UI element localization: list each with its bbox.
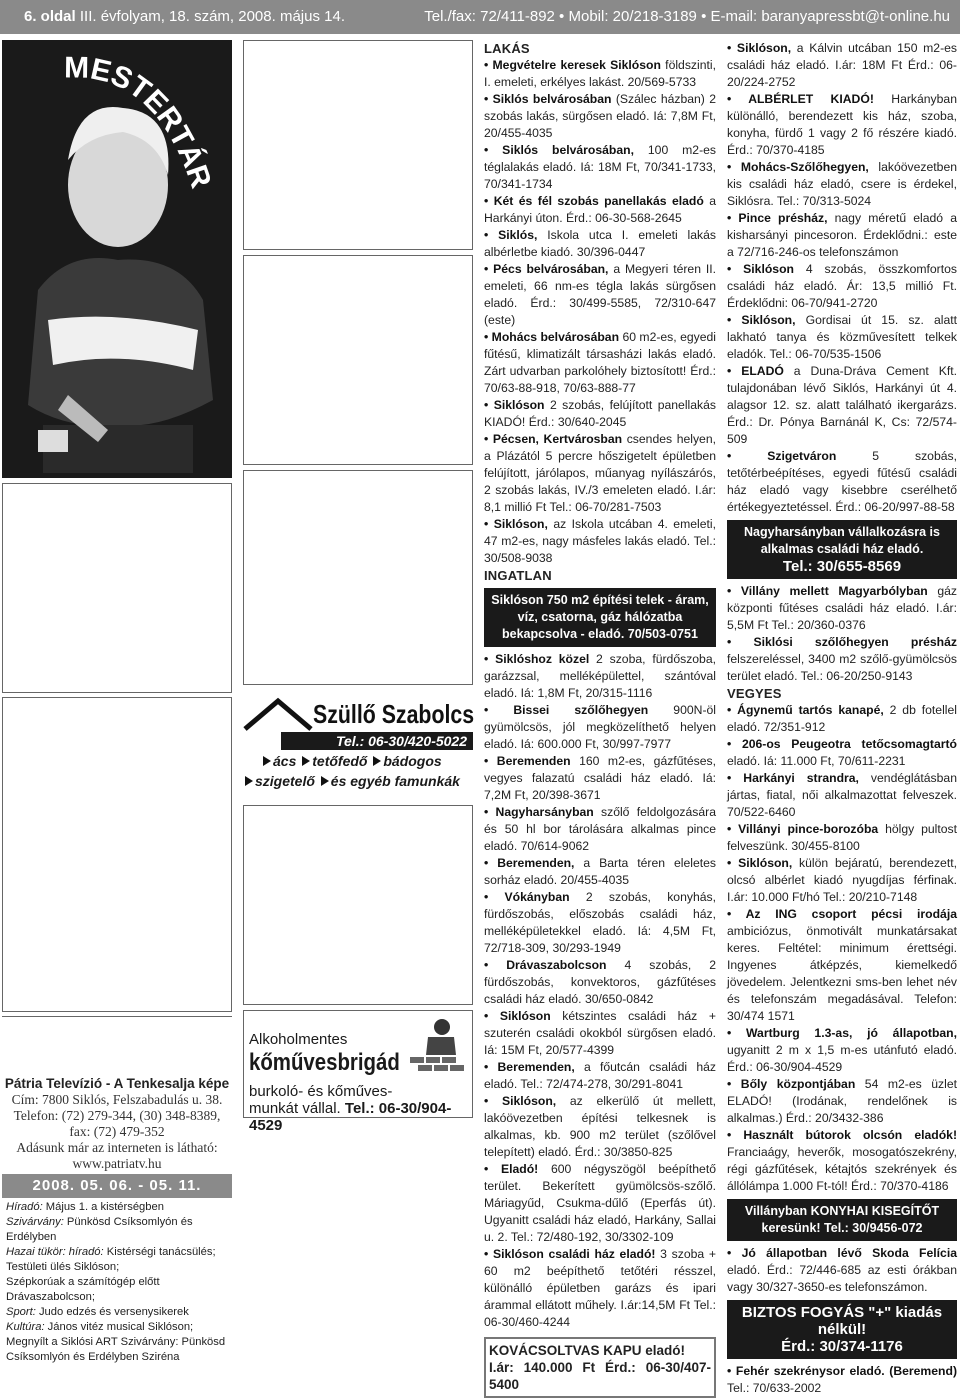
schedule-line: Sport: Judo edzés és versenysikerek: [6, 1306, 189, 1318]
trades-line-2: szigetelő és egyéb famunkák: [243, 773, 460, 789]
classified-ad: • Mohács belvárosában 60 m2-es, egyedi fűtésű, klimatizált társasházi lakás eladó. Zárt udvarban parkolóhely biztosított! Érd.: 70/63-88-918, 70/63-888-77: [484, 330, 716, 395]
classified-ad: • ELADÓ a Duna-Dráva Cement Kft. tulajdonában lévő Siklós, Harkányi út 4. alagsor 12. sz. alatt található ikergarázs. Érd.: Dr. Pónya Barnánál K, Cs: 72/574-509: [727, 364, 957, 446]
ads-list-ingatlan: [484, 651, 716, 1331]
patria-phone: Telefon: (72) 279-344, (30) 348-8389,: [13, 1108, 221, 1123]
classified-ad: • Bőly központjában 54 m2-es üzlet ELADÓ! (Irodának, rendelőnek is alkalmas.) Érd.: 20/3432-386: [727, 1077, 957, 1125]
advertiser-name: Szüllő Szabolcs: [313, 699, 475, 729]
szullo-szabolcs-ad: [243, 695, 473, 795]
classified-ad: • Siklóson 2 szobás, felújított panellakás KIADÓ! Érd.: 30/640-2045: [484, 398, 716, 429]
classified-ad: • Eladó! 600 négyszögöl beépíthető terület. Bekerített gyümölcsös-szőlő. Máriagyűd, Csukma-dűlő (Eperfás út). Ugyanitt családi ház eladó, Harkány, Sallai u. 2. Tel.: 72/480-192, 30/3302-109: [484, 1162, 716, 1244]
column-classifieds-2: [727, 40, 957, 1397]
classified-ad: • Nagyharsányban szőlő feldolgozására és 50 hl bor tárolására alkalmas pince eladó. 70/614-9062: [484, 805, 716, 853]
classified-ad: • Siklós, Iskola utca I. emeleti lakás albérletbe kiadó. 30/396-0447: [484, 228, 716, 259]
column-mestertar: [2, 40, 232, 1363]
classified-ad: • Jó állapotban lévő Skoda Felícia eladó. Érd.: 72/446-685 az esti órákban vagy 30/327-3650-es telefonszámon.: [727, 1246, 957, 1294]
classified-ad: • Siklóson kétszintes családi ház + szuterén családi okokból sürgősen eladó. Iá: 15M Ft, 20/577-4399: [484, 1009, 716, 1057]
classified-ad: • Siklóson, az Iskola utcában 4. emeleti, 47 m2-es, nagy másfeles lakás eladó. Tel.: 30/508-9038: [484, 517, 716, 565]
svg-text:MESTERTÁR: MESTERTÁR: [63, 51, 218, 193]
patria-address: Cím: 7800 Siklós, Felszabadulás u. 38.: [11, 1092, 223, 1107]
classified-ad: • Az ING csoport pécsi irodája ambiciózus, önmotivált munkatársakat keres. Feltétel: minimum érettségi. Ingyenes átképzés, kiemelkedő jövedelem. Jelentkezni sms-ben lehet név és telefonszám megadásával. Telefon: 30/474 1571: [727, 907, 957, 1023]
issue-info: III. évfolyam, 18. szám, 2008. május 14.: [79, 8, 345, 25]
trades-line-1: ács tetőfedő bádogos: [261, 753, 442, 769]
classified-ad: • Villányi pince-borozóba hölgy pultost felveszünk. 30/455-8100: [727, 822, 957, 853]
classified-ad: • Siklós belvárosában (Szálec házban) 2 szobás lakás, sürgősen eladó. Iá: 7,8M Ft, 20/455-4035: [484, 92, 716, 140]
page-info: [24, 8, 345, 25]
classified-ad: • Vókányban 2 szobás, konyhás, fürdőszobás, előszobás családi ház, melléképületekkel eladó. Iá: 4,5M Ft, 72/718-309, 30/293-1949: [484, 890, 716, 955]
schedule-line: Testületi ülés Siklóson;: [6, 1261, 120, 1273]
patria-internet-note: Adásunk már az interneten is látható:: [16, 1140, 218, 1155]
classified-ad: • Fehér szekrénysor eladó. (Beremend) Tel.: 70/633-2002: [727, 1364, 957, 1395]
classified-ad: • Wartburg 1.3-as, jó állapotban, ugyanitt 2 m x 1,5 m-es utánfutó eladó. Érd.: 06-30/904-4529: [727, 1026, 957, 1074]
boxed-ad-fogyas: BIZTOS FOGYÁS "+" kiadás nélkül! Érd.: 30/374-1176: [727, 1300, 957, 1359]
kom-line-3: burkoló- és kőműves- munkát vállal. Tel.: 06-30/904-4529: [249, 1083, 452, 1134]
schedule-line: Kultúra: János vitéz musical Siklóson;: [6, 1321, 194, 1333]
patria-website[interactable]: www.patriatv.hu: [72, 1156, 162, 1171]
schedule-line: Szépkorúak a számítógép előtt Drávaszabolcson;: [6, 1276, 160, 1303]
classified-ad: • ALBÉRLET KIADÓ! Harkányban különálló, berendezett kis ház, szoba, konyha, fürdő 1 vagy 2 fő részére kiadó. Érd.: 70/370-4185: [727, 92, 957, 157]
boxed-ad-konyhai: Villányban KONYHAI KISEGÍTŐT keresünk! Tel.: 30/9456-072: [727, 1199, 957, 1241]
page-number: 6. oldal: [24, 8, 76, 25]
classified-ad: • Használt bútorok olcsón eladók! Franciaágy, heverők, mosogatószekrény, régi gázfűtések, kétajtós szekrények és állólámpa 1.000 Ft-tól! Érd.: 70/370-4186: [727, 1128, 957, 1193]
classified-ad: • Drávaszabolcson 4 szobás, 2 fürdőszobás, konvektoros, gázfűtéses családi ház eladó. 30/650-0842: [484, 958, 716, 1006]
patria-fax: fax: (72) 479-352: [69, 1124, 165, 1139]
ad-placeholder-5: [243, 470, 473, 685]
ad-placeholder-6: [243, 805, 473, 1005]
boxed-ad-nagyharsany: Nagyharsányban vállalkozásra is alkalmas családi ház eladó. Tel.: 30/655-8569: [727, 520, 957, 579]
kom-line-2: kőművesbrigád: [249, 1049, 400, 1076]
broadcast-dates: 2008. 05. 06. - 05. 11.: [2, 1174, 232, 1198]
classified-ad: • Pécsen, Kertvárosban csendes helyen, a Plázától 5 percre hőszigetelt épületben felújított, járólapos, műanyag nyílászárós, 2 szobás lakás, IV./3 emeleten eladó. I.ár: 8,1 millió Ft Tel.: 06-70/281-7503: [484, 432, 716, 514]
classified-ad: • Siklós belvárosában, 100 m2-es téglalakás eladó. Iá: 18M Ft, 70/341-1733, 70/341-1734: [484, 143, 716, 191]
komuvesbrigad-ad: [243, 1010, 473, 1134]
ads-list-vegyes-3: [727, 1363, 957, 1397]
boxed-ad-kovacsoltvas: KOVÁCSOLTVAS KAPU eladó! I.ár: 140.000 Ft Érd.: 06-30/407-5400: [484, 1337, 716, 1398]
column-classifieds-1: [484, 40, 716, 1398]
classified-ad: • Siklóson, Gordisai út 15. sz. alatt lakható tanya és közművesített telkek eladók. Tel.: 06-70/535-1506: [727, 313, 957, 361]
ad-placeholder-3: [243, 40, 473, 250]
schedule-line: Csíksomlyón és Erdélyben Sziréna: [6, 1351, 180, 1363]
schedule-line: Hazai tükör: híradó: Kistérségi tanácsülés;: [6, 1246, 216, 1258]
program-schedule: [6, 1200, 232, 1365]
schedule-line: Megnyílt a Siklósi ART Szivárvány: Pünkösd: [6, 1336, 226, 1348]
section-heading-lakas: LAKÁS: [484, 41, 530, 56]
mestertar-banner: [2, 40, 232, 478]
classified-ad: • Siklóson családi ház eladó! 3 szoba + 60 m2 beépíthető tetőtéri résszel, különálló épületben garázs és ipari árammal ellátott műhely. I.ár:14,5M Ft Tel.: 06-30/460-4244: [484, 1247, 717, 1329]
classified-ad: • Pince présház, nagy méretű eladó a kisharsányi pincesoron. Érdeklődni.: este a 72/716-246-os telefonszámon: [727, 211, 957, 259]
header-bar: [0, 0, 960, 34]
classified-ad: • Siklósi szőlőhegyen présház felszereléssel, 3400 m2 szőlő-gyümölcsös terület eladó. Tel.: 06-20/250-9143: [727, 635, 957, 683]
classified-ad: • Beremenden 160 m2-es, gázfűtéses, vegyes falazatú családi ház eladó. Iá: 7,2M Ft, 20/398-3671: [484, 754, 716, 802]
classified-ad: • Beremenden, a Barta téren eleletes sorház eladó. 20/455-4035: [484, 856, 716, 887]
advertiser-phone: Tel.: 06-30/420-5022: [281, 732, 473, 750]
classified-ad: • Villány mellett Magyarbólyban gáz központi fűtéses családi ház eladó. I.ár: 5,5M Ft Tel.: 20/360-0376: [727, 584, 957, 632]
classified-ad: • Szigetváron 5 szobás, tetőtérbeépítéses, egyedi fűtésű családi ház eladó vagy kisebbre cserélhető értékegyeztetéssel. Érd.: 06-20/997-88-58: [727, 449, 957, 514]
ad-placeholder-1: [2, 483, 232, 693]
schedule-line: Híradó: Május 1. a kistérségben: [6, 1201, 164, 1213]
classified-ad: • Siklóson, külön bejáratú, berendezett, olcsó albérlet kiadó nyugdíjas férfinak. I.ár: 10.000 Ft/hó Tel.: 20/210-7148: [727, 856, 957, 904]
ads-list-ingatlan-3: [727, 583, 957, 685]
classified-ad: • Siklóshoz közel 2 szoba, fürdőszoba, garázzsal, melléképülettel, szántóval eladó. Iá: 1,8M Ft, 20/315-1116: [484, 652, 717, 700]
schedule-line: Szivárvány: Pünkösd Csíksomlyón és Erdélyben: [6, 1216, 193, 1243]
classified-ad: • Beremenden, a főutcán családi ház eladó. Tel.: 72/474-278, 30/291-8041: [484, 1060, 716, 1091]
ads-list-vegyes-2: [727, 1245, 957, 1296]
section-heading-ingatlan: INGATLAN: [484, 568, 552, 583]
classified-ad: • Pécs belvárosában, a Megyeri téren II. emeleti, 66 nm-es tégla lakás sürgősen eladó. Érd.: 30/499-5585, 72/310-647 (este): [484, 262, 717, 327]
classified-ad: • Megvételre keresek Siklóson földszinti, I. emeleti, erkélyes lakást. 20/569-5733: [484, 58, 716, 89]
ads-list-vegyes: [727, 702, 957, 1195]
roof-icon: [243, 695, 313, 731]
classified-ad: • Siklóson, az elkerülő út mellett, lakóövezetben építési telkesnek is alkalmas, kb. 900 m2 terület (szőlővel telepített) eladó. Érd.: 30/3850-825: [484, 1094, 716, 1159]
section-heading-vegyes: VEGYES: [727, 686, 782, 701]
contact-info: Tel./fax: 72/411-892 • Mobil: 20/218-3189 • E-mail: baranyapressbt@t-online.hu: [424, 8, 950, 25]
column-display-ads: [243, 40, 473, 1340]
classified-ad: • 206-os Peugeotra tetőcsomagtartó eladó. Iá: 11.000 Ft, 70/611-2231: [727, 737, 957, 768]
divider: [2, 1016, 232, 1018]
classified-ad: • Ágynemű tartós kanapé, 2 db fotellel eladó. 72/351-912: [727, 703, 957, 734]
patria-title: Pátria Televízió - A Tenkesalja képe: [4, 1076, 230, 1091]
mestertar-title-graphic: [58, 48, 258, 268]
ads-list-lakas: [484, 57, 716, 567]
boxed-ad-telek: Siklóson 750 m2 építési telek - áram, víz, csatorna, gáz hálózatba bekapcsolva - eladó. 70/503-0751: [484, 588, 716, 647]
ad-placeholder-4: [243, 255, 473, 465]
classified-ad: • Siklóson 4 szobás, összkomfortos családi ház eladó. Ár: 13,5 millió Ft. Érdeklődni: 06-70/941-2720: [727, 262, 957, 310]
patria-tv-info: [2, 1076, 232, 1172]
kom-line-1: Alkoholmentes: [249, 1031, 348, 1048]
classified-ad: • Harkányi strandra, vendéglátásban jártas, fiatal, női alkalmazottat felveszek. 70/522-6460: [727, 771, 957, 819]
classified-ad: • Két és fél szobás panellakás eladó a Harkányi úton. Érd.: 06-30-568-2645: [484, 194, 716, 225]
ads-list-ingatlan-2: [727, 40, 957, 516]
classified-ad: • Siklóson, a Kálvin utcában 150 m2-es családi ház eladó. I.ár: 18M Ft Érd.: 06-20/224-2752: [727, 41, 957, 89]
classified-ad: • Bissei szőlőhegyen 900N-öl gyümölcsös, jól megközelíthető helyen eladó. Iá: 600.000 Ft, 30/997-7977: [484, 703, 716, 751]
classified-ad: • Mohács-Szőlőhegyen, lakóövezetben kis családi ház eladó, csere is érdekel, Siklósra. Tel.: 70/313-5024: [727, 160, 957, 208]
bricklayer-icon: [406, 1015, 468, 1077]
ad-placeholder-2: [2, 697, 232, 1012]
